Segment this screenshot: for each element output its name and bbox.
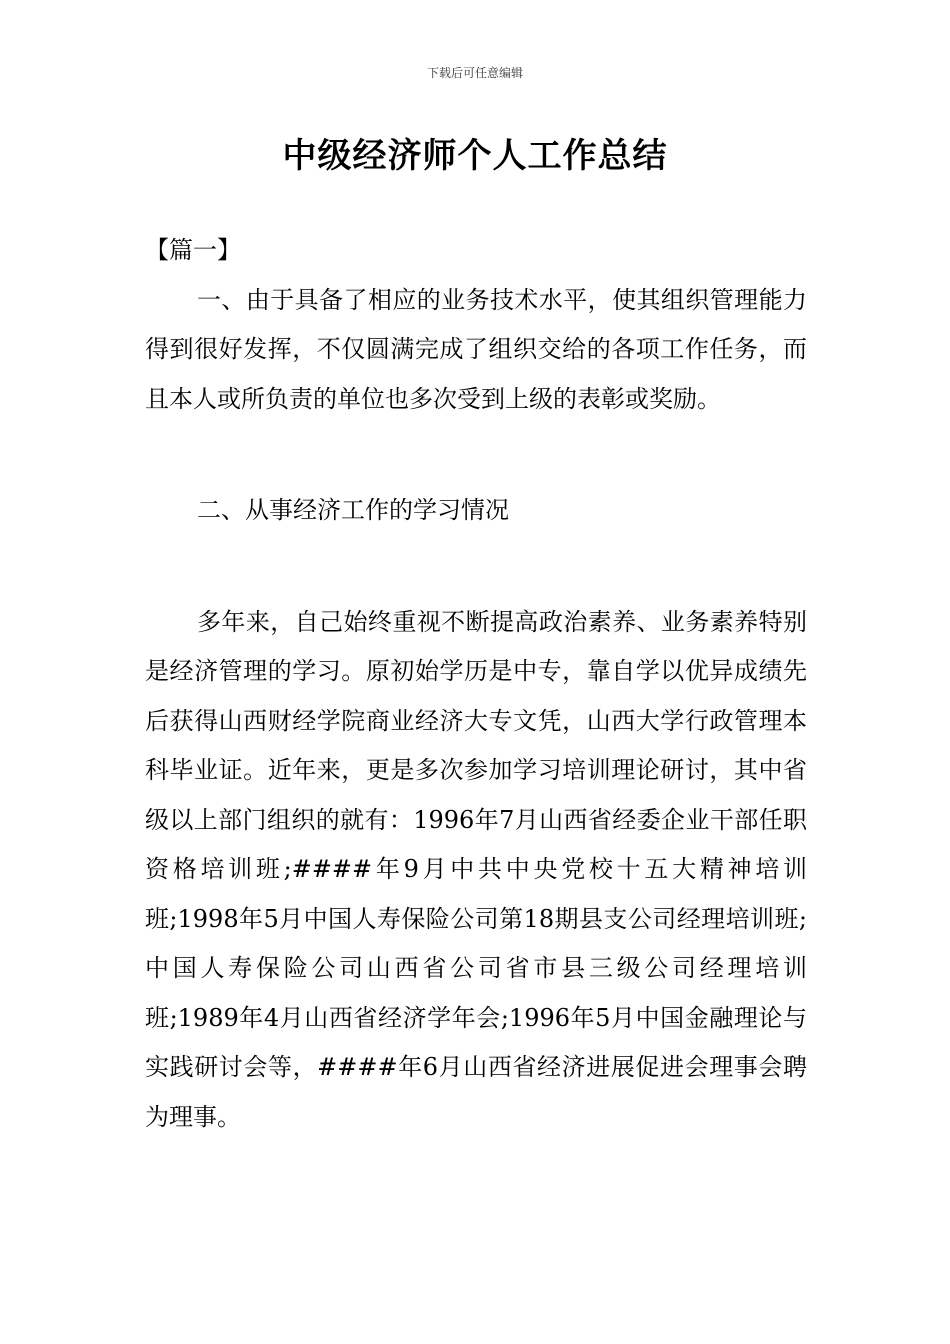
document-body (145, 226, 807, 1142)
section-heading-2: 二、从事经济工作的学习情况 (197, 496, 509, 524)
document-title: 中级经济师个人工作总结 (282, 136, 668, 176)
section-label: 【篇一】 (145, 236, 241, 264)
header-note: 下载后可任意编辑 (426, 66, 523, 80)
paragraph-1: 一、由于具备了相应的业务技术水平，使其组织管理能力得到很好发挥，不仅圆满完成了组织交给的各项工作任务，而且本人或所负责的单位也多次受到上级的表彰或奖励。 (145, 285, 807, 413)
paragraph-2: 多年来，自己始终重视不断提高政治素养、业务素养特别是经济管理的学习。原初始学历是中专，靠自学以优异成绩先后获得山西财经学院商业经济大专文凭，山西大学行政管理本科毕业证。近年来，更是多次参加学习培训理论研讨，其中省级以上部门组织的就有：1996年7月山西省经委企业干部任职资格培训班;####年9月中共中央党校十五大精神培训班;1998年5月中国人寿保险公司第18期县支公司经理培训班;中国人寿保险公司山西省公司省市县三级公司经理培训班;1989年4月山西省经济学年会;1996年5月中国金融理论与实践研讨会等，####年6月山西省经济进展促进会理事会聘为理事。 (145, 607, 807, 1131)
